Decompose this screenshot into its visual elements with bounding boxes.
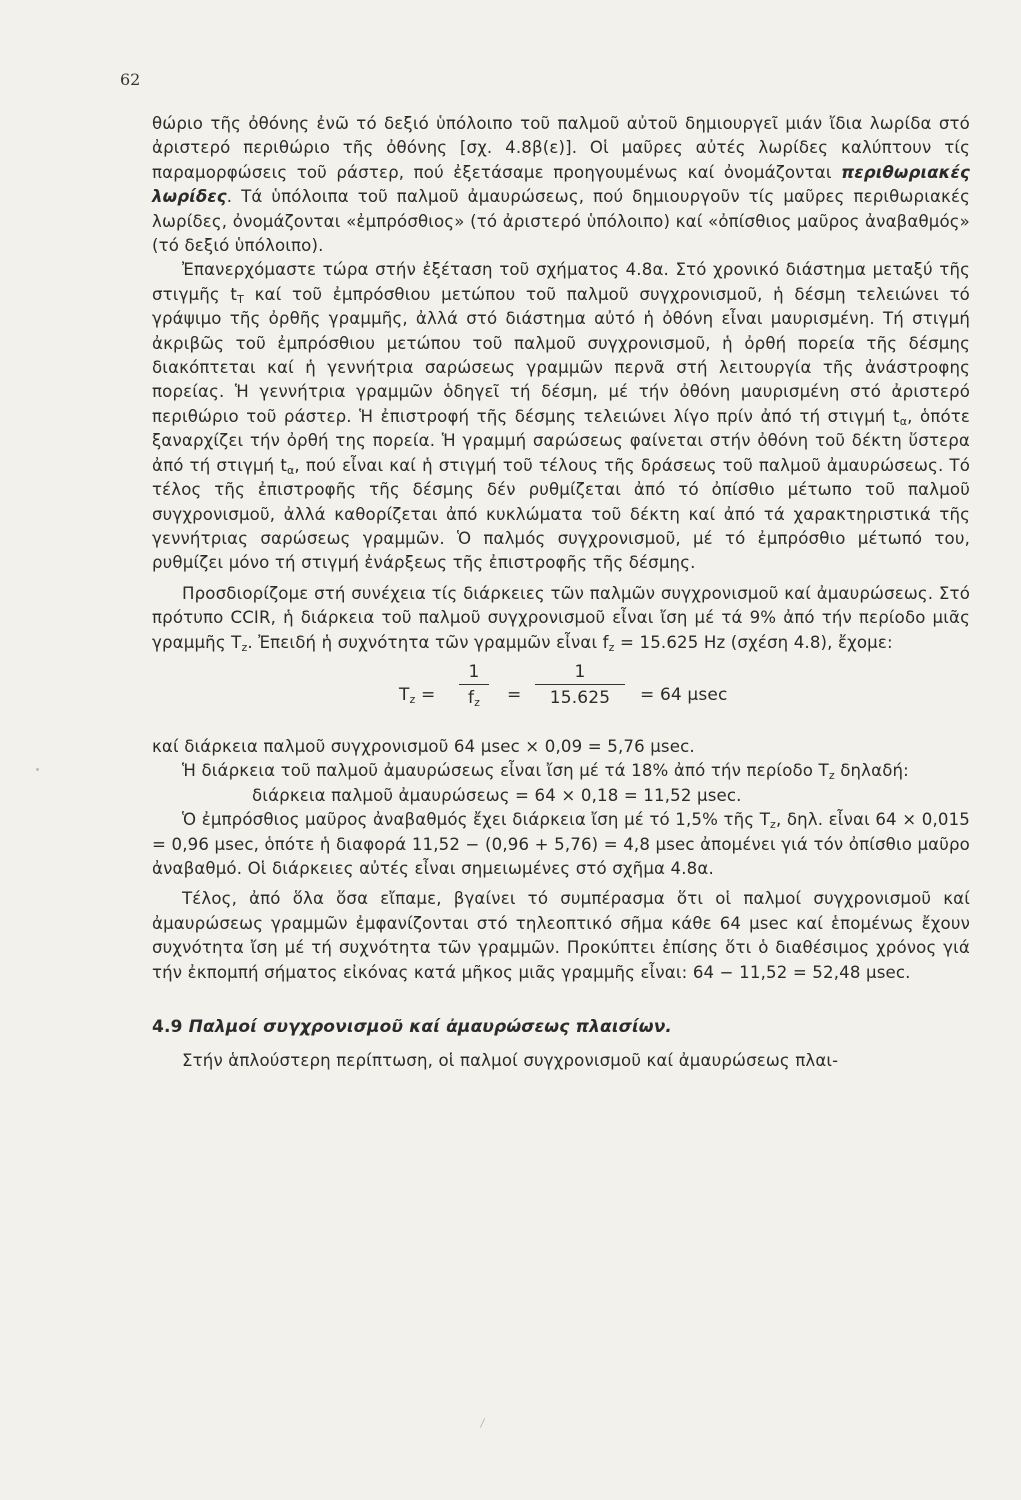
para2-text-d: , πού εἶναι καί ἡ στιγμή τοῦ τέλους τῆς δράσεως τοῦ παλμοῦ ἀμαυρώσεως. Τό τέλος τῆς ἐπιστροφῆς τῆς δέσμης δέν ρυθμίζεται ἀπό τό ὀπίσθιο μέτωπο τοῦ παλμοῦ συγχρονισμοῦ, ἀλλά καθορίζεται ἀπό κυκλώματα τοῦ δέκτη καί ἀπό τά χαρακτηριστικά τῆς γεννήτριας σαρώσεως γραμμῶν. Ὁ παλμός συγχρονισμοῦ, μέ τό ἐμπρόσθιο μέτωπό του, ρυθμίζει μόνο τή στιγμή ἐνάρξεως τῆς ἐπιστροφῆς τῆς δέσμης. (152, 455, 970, 573)
subscript-alpha: α (899, 414, 908, 428)
paragraph-3 (152, 582, 970, 655)
subscript-z-2: z (608, 640, 615, 654)
equation-result: = 64 μsec (640, 684, 728, 705)
body-text (152, 112, 970, 1074)
para2-text-b: καί τοῦ ἐμπρόσθιου μετώπου τοῦ παλμοῦ συγχρονισμοῦ, ἡ δέσμη τελειώνει τό γράψιμο τῆς ὀρθῆς γραμμῆς, ἀλλά στό διάστημα αὐτό ἡ ὀθόνη εἶναι μαυρισμένη. Τή στιγμή ἀκριβῶς τοῦ ἐμπρόσθιου μετώπου τοῦ παλμοῦ συγχρονισμοῦ, ἡ ὀρθή πορεία τῆς δέσμης διακόπτεται καί ἡ γεννήτρια σαρώσεως γραμμῶν περνᾶ στή λειτουργία τῆς ἀνάστροφης πορείας. Ἡ γεννήτρια γραμμῶν ὁδηγεῖ τή δέσμη, μέ τήν ὀθόνη μαυρισμένη στό ἀριστερό περιθώριο τοῦ ράστερ. Ἡ ἐπιστροφή τῆς δέσμης τελειώνει λίγο πρίν ἀπό τή στιγμή t (152, 284, 970, 426)
equation-lhs: $T_z$ = (399, 684, 436, 706)
subscript-z-3: z (828, 769, 835, 783)
equation-blanking: διάρκεια παλμοῦ ἀμαυρώσεως = 64 × 0,18 = 11,52 μsec. (252, 785, 742, 805)
scan-mark (480, 1418, 485, 1427)
subscript-alpha-2: α (287, 463, 295, 477)
sync-duration-line: καί διάρκεια παλμοῦ συγχρονισμοῦ 64 μsec × 0,09 = 5,76 μsec. (152, 736, 695, 756)
paragraph-4 (152, 759, 970, 783)
term-peripheral-strips: περιθωριακές λωρίδες (152, 162, 970, 207)
section-number: 4.9 (152, 1017, 183, 1037)
equation-equals: = (507, 684, 522, 705)
paragraph-5 (152, 808, 970, 881)
section-heading (152, 1015, 970, 1039)
para3-text-c: = 15.625 Hz (σχέση 4.8), ἔχομε: (614, 632, 893, 652)
para4-text-a: Ἡ διάρκεια τοῦ παλμοῦ ἀμαυρώσεως εἶναι ἴση μέ τά 18% ἀπό τήν περίοδο T (182, 761, 829, 781)
paragraph-2 (152, 258, 970, 575)
subscript-T: T (237, 292, 244, 306)
para4-text-b: δηλαδή: (834, 761, 909, 781)
para2-text-a: Ἐπανερχόμαστε τώρα στήν ἐξέταση τοῦ σχήματος 4.8α. Στό χρονικό διάστημα μεταξύ τῆς στιγμῆς t (152, 260, 970, 304)
fraction-1-over-fz: 1 $f_z$ (459, 661, 489, 709)
fraction-1-over-15625: 1 15.625 (535, 661, 625, 709)
para3-text-b: . Ἐπειδή ἡ συχνότητα τῶν γραμμῶν εἶναι f (247, 632, 609, 652)
page-number: 62 (120, 70, 141, 89)
equation-period (152, 661, 970, 731)
subscript-z-4: z (770, 818, 776, 832)
subscript-z: z (241, 640, 248, 654)
paragraph-7: Στήν ἁπλούστερη περίπτωση, οἱ παλμοί συγχρονισμοῦ καί ἀμαυρώσεως πλαι- (182, 1051, 839, 1071)
paragraph-6: Τέλος, ἀπό ὅλα ὅσα εἴπαμε, βγαίνει τό συμπέρασμα ὅτι οἱ παλμοί συγχρονισμοῦ καί ἀμαυρώσεως γραμμῶν ἐμφανίζονται στό τηλεοπτικό σῆμα κάθε 64 μsec καί ἑπομένως ἔχουν συχνότητα ἴση μέ τή συχνότητα τῶν γραμμῶν. Προκύπτει ἐπίσης ὅτι ὁ διαθέσιμος χρόνος γιά τήν ἐκπομπή σήματος εἰκόνας κατά μῆκος μιᾶς γραμμῆς εἶναι: 64 − 11,52 = 52,48 μsec. (152, 889, 970, 982)
para5-text-a: Ὁ ἐμπρόσθιος μαῦρος ἀναβαθμός ἔχει διάρκεια ἴση μέ τό 1,5% τῆς T (182, 810, 770, 830)
section-title: Παλμοί συγχρονισμοῦ καί ἀμαυρώσεως πλαισίων. (188, 1017, 673, 1037)
scan-speck (36, 768, 39, 771)
para3-text-a: Προσδιορίζομε στή συνέχεια τίς διάρκειες τῶν παλμῶν συγχρονισμοῦ καί ἀμαυρώσεως. Στό πρότυπο CCIR, ἡ διάρκεια τοῦ παλμοῦ συγχρονισμοῦ εἶναι ἴση μέ τά 9% ἀπό τήν περίοδο μιᾶς γραμμῆς T (152, 583, 970, 652)
para5-text-b: , δηλ. εἶναι 64 × 0,015 = 0,96 μsec, ὁπότε ἡ διαφορά 11,52 − (0,96 + 5,76) = 4,8 μsec ἀπομένει γιά τόν ὀπίσθιο μαῦρο ἀναβαθμό. Οἱ διάρκειες αὐτές εἶναι σημειωμένες στό σχῆμα 4.8α. (152, 810, 970, 878)
para1-text-a: θώριο τῆς ὀθόνης ἐνῶ τό δεξιό ὑπόλοιπο τοῦ παλμοῦ αὐτοῦ δημιουργεῖ μιάν ἴδια λωρίδα στό ἀριστερό περιθώριο τῆς ὀθόνης [σχ. 4.8β(ε)]. Οἱ μαῦρες αὐτές λωρίδες καλύπτουν τίς παραμορφώσεις τοῦ ράστερ, πού ἐξετάσαμε προηγουμένως καί ὀνομάζονται (152, 114, 970, 182)
para2-text-c: , ὁπότε ξαναρχίζει τήν ὀρθή της πορεία. Ἡ γραμμή σαρώσεως φαίνεται στήν ὀθόνη τοῦ δέκτη ὕστερα ἀπό τή στιγμή t (152, 406, 971, 475)
paragraph-1 (152, 112, 970, 258)
para1-text-b: . Τά ὑπόλοιπα τοῦ παλμοῦ ἀμαυρώσεως, πού δημιουργοῦν τίς μαῦρες περιθωριακές λωρίδες, ὀνομάζονται «ἐμπρόσθιος» (τό ἀριστερό ὑπόλοιπο) καί «ὀπίσθιος μαῦρος ἀναβαθμός» (τό δεξιό ὑπόλοιπο). (152, 187, 970, 256)
